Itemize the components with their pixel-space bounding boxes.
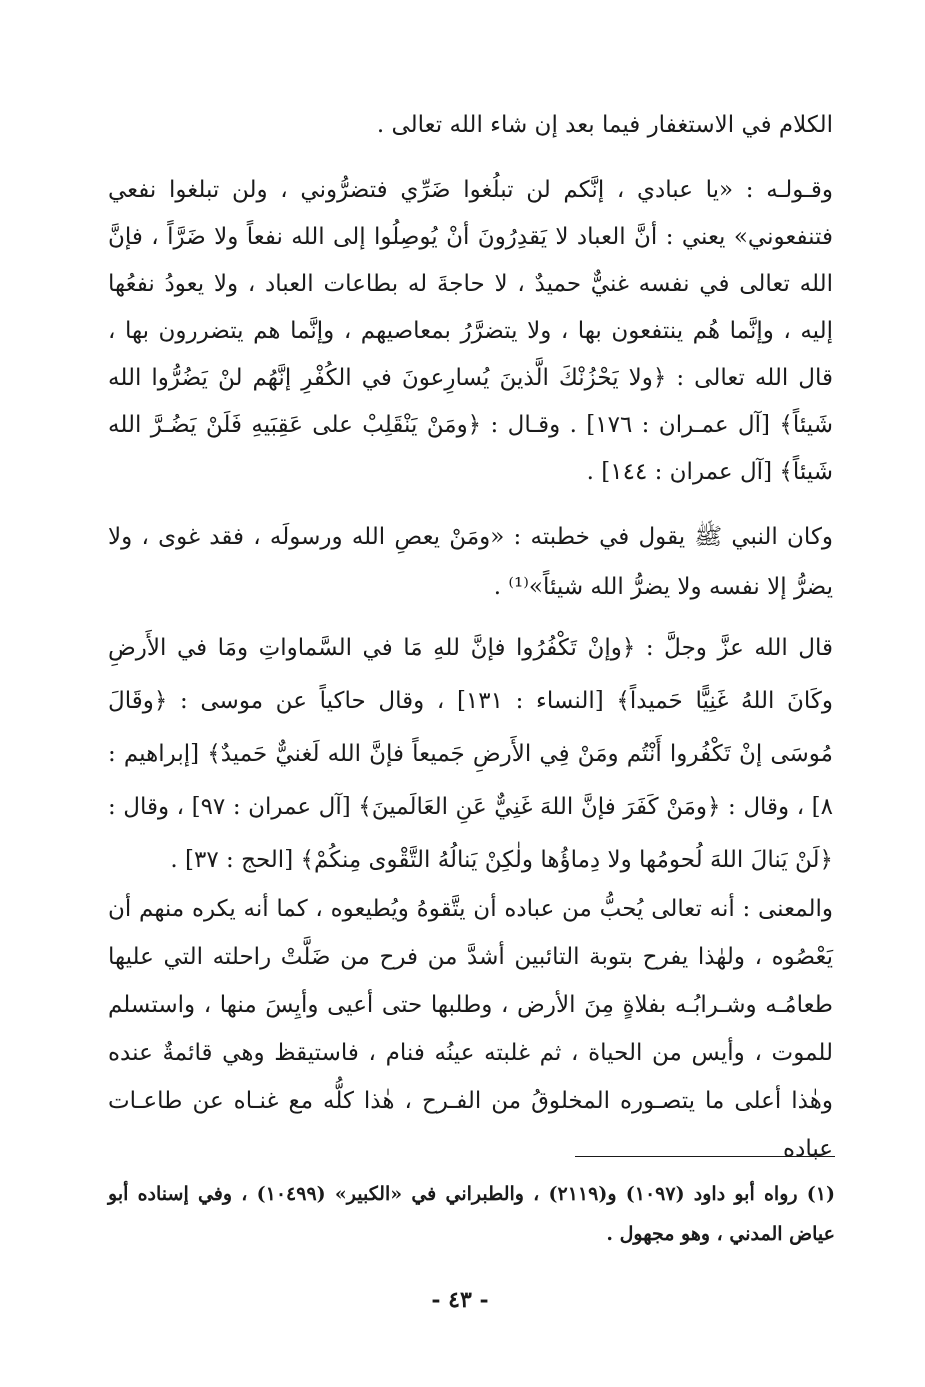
paragraph-hadith-commentary: وقـولـه : «يا عبادي ، إنَّكم لن تبلُغوا ضَرِّي فتضرُّوني ، ولن تبلغوا نفعي فتنفعوني» يعني : أنَّ العباد لا يَقدِرُونَ أنْ يُوصِلُوا إلى الله نفعاً ولا ضَرَّاً ، فإنَّ الله تعالى في نفسه غنيٌّ حميدٌ ، لا حاجةَ له بطاعات العباد ، ولا يعودُ نفعُها إليه ، وإنَّما هُم ينتفعون بها ، ولا يتضرَّرُ بمعاصيهم ، وإنَّما هم يتضررون بها ، قال الله تعالى : ﴿ولا يَحْزُنْكَ الَّذينَ يُسارِعونَ في الكُفْرِ إنَّهُم لنْ يَضُرُّوا الله شَيئاً﴾ [آل عمـران : ١٧٦] . وقـال : ﴿ومَنْ يَنْقَلِبْ على عَقِبَيهِ فَلَنْ يَضُـرَّ الله شَيئاً﴾ [آل عمران : ١٤٤] .	[108, 177, 834, 485]
paragraph-quran-verses: قال الله عزَّ وجلَّ : ﴿وإنْ تَكْفُرُوا فإنَّ للهِ مَا في السَّماواتِ ومَا في الأَرضِ وكَانَ اللهُ غَنِيًّا حَميداً﴾ [النساء : ١٣١] ، وقال حاكياً عن موسى : ﴿وقَالَ مُوسَى إنْ تَكْفُروا أَنْتُم ومَنْ فِي الأَرضِ جَميعاً فإنَّ الله لَغنيٌّ حَميدٌ﴾ [إبراهيم : ٨] ، وقال : ﴿ومَنْ كَفَرَ فإنَّ اللهَ غَنِيٌّ عَنِ العَالَمينَ﴾ [آل عمران : ٩٧] ، وقال : ﴿لَنْ يَنالَ اللهَ لُحومُها ولا دِماؤُها ولٰكِنْ يَنالُهُ التَّقْوى مِنكُمْ﴾ [الحج : ٣٧] .	[108, 635, 833, 873]
paragraph-continuation: الكلام في الاستغفار فيما بعد إن شاء الله تعالى .	[376, 112, 833, 138]
paragraph-prophet-sermon: وكان النبي ﷺ يقول في خطبته : «ومَنْ يعصِ الله ورسولَه ، فقد غوى ، ولا يضرُّ إلا نفسه ولا يضرُّ الله شيئاً»⁽¹⁾ .	[108, 524, 833, 600]
footnote-separator	[575, 1156, 835, 1157]
paragraph-meaning: والمعنى : أنه تعالى يُحبُّ من عباده أن يتَّقوهُ ويُطيعوه ، كما أنه يكره منهم أن يَعْصُوه ، ولهٰذا يفرح بتوبة التائبين أشدَّ من فرح من ضَلَّتْ راحلته التي عليها طعامُـه وشـرابُـه بفلاةٍ مِنَ الأرض ، وطلبها حتى أعيى وأيِسَ منها ، واستسلم للموت ، وأيس من الحياة ، ثم غلبته عينُه فنام ، فاستيقظ وهي قائمةٌ عنده وهٰذا أعلى ما يتصـوره المخلوقُ من الفـرح ، هٰذا كلُّه مع غنـاه عن طاعـات عباده	[108, 896, 833, 1162]
footnote: (١) رواه أبو داود (١٠٩٧) و(٢١١٩) ، والطبراني في «الكبير» (١٠٤٩٩) ، وفي إسناده أبو عياض المدني ، وهو مجهول .	[108, 1183, 835, 1245]
page-number: - ٤٣ -	[431, 1287, 489, 1313]
